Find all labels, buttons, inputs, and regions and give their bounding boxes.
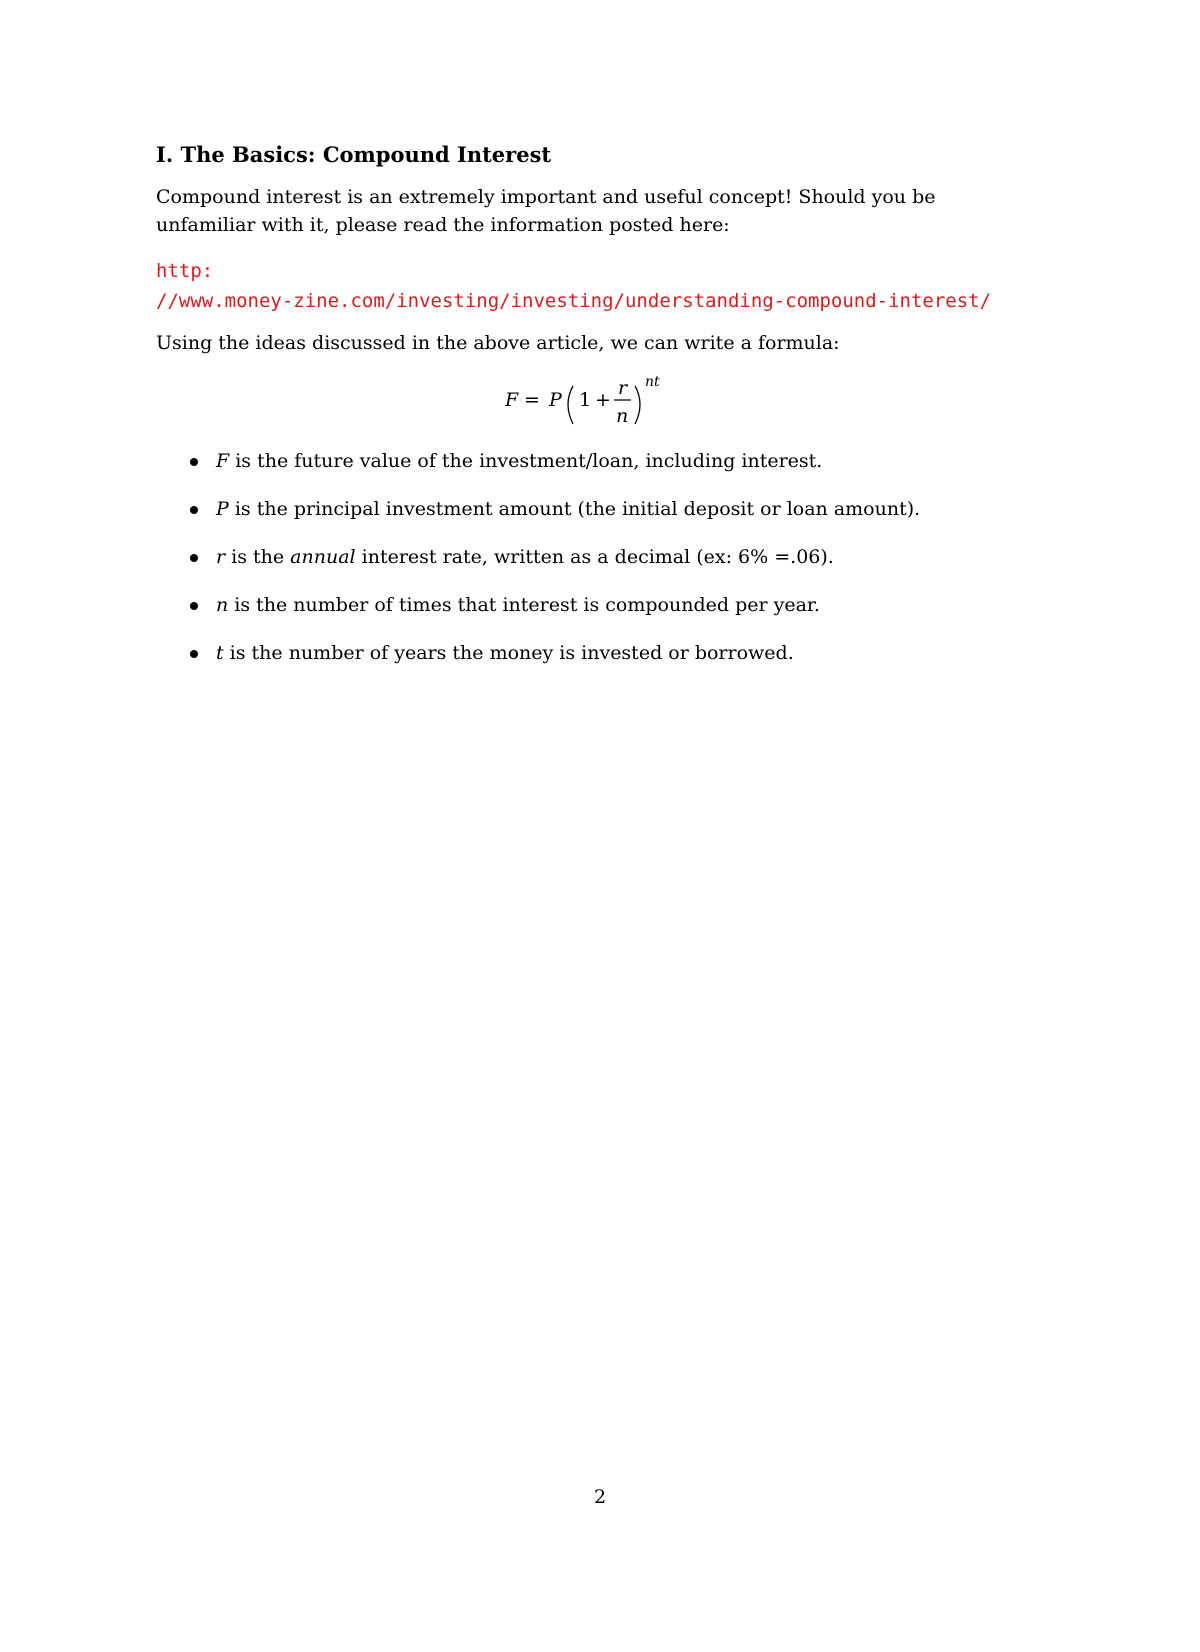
formula-principal: P bbox=[549, 389, 562, 411]
definition-variable: P bbox=[216, 498, 229, 520]
definition-text-after: interest rate, written as a decimal (ex: 6% =.06). bbox=[355, 546, 834, 568]
definition-text: is the number of years the money is invested or borrowed. bbox=[223, 642, 794, 664]
bullet-icon bbox=[190, 554, 198, 562]
definition-variable: t bbox=[216, 642, 224, 664]
formula-lead-text: Using the ideas discussed in the above article, we can write a formula: bbox=[156, 332, 840, 354]
definition-variable: n bbox=[216, 594, 229, 616]
bullet-icon bbox=[190, 602, 198, 610]
formula-plus: + bbox=[595, 389, 611, 411]
intro-paragraph: Compound interest is an extremely important and useful concept! Should you be unfamiliar with it, please read the information posted here: bbox=[156, 186, 936, 236]
definition-emphasis: annual bbox=[290, 546, 356, 568]
formula-numerator: r bbox=[618, 377, 628, 399]
compound-interest-formula bbox=[505, 372, 705, 444]
definition-text: is the number of times that interest is compounded per year. bbox=[228, 594, 820, 616]
definition-variable: F bbox=[216, 450, 230, 472]
reference-link-line-1: http: bbox=[156, 260, 214, 282]
formula-denominator: n bbox=[616, 405, 629, 427]
list-item bbox=[190, 447, 920, 495]
formula-lhs: F bbox=[505, 389, 519, 411]
definition-text: is the principal investment amount (the initial deposit or loan amount). bbox=[228, 498, 921, 520]
list-item bbox=[190, 591, 920, 639]
reference-link-line-2: //www.money-zine.com/investing/investing/understanding-compound-interest/ bbox=[156, 290, 992, 312]
list-item bbox=[190, 543, 920, 591]
bullet-icon bbox=[190, 506, 198, 514]
definition-text: is the bbox=[225, 546, 291, 568]
bullet-icon bbox=[190, 650, 198, 658]
formula-equals: = bbox=[524, 389, 540, 411]
bullet-icon bbox=[190, 458, 198, 466]
reference-link[interactable] bbox=[156, 256, 991, 316]
left-paren bbox=[568, 386, 573, 424]
section-title: I. The Basics: Compound Interest bbox=[156, 142, 552, 167]
formula-exponent: nt bbox=[645, 374, 660, 390]
definition-text: is the future value of the investment/loan, including interest. bbox=[229, 450, 823, 472]
definition-variable: r bbox=[216, 546, 226, 568]
list-item bbox=[190, 495, 920, 543]
formula-one: 1 bbox=[579, 389, 592, 411]
definitions-list bbox=[190, 447, 920, 687]
right-paren bbox=[635, 386, 640, 424]
list-item bbox=[190, 639, 920, 687]
page-number: 2 bbox=[593, 1486, 607, 1508]
